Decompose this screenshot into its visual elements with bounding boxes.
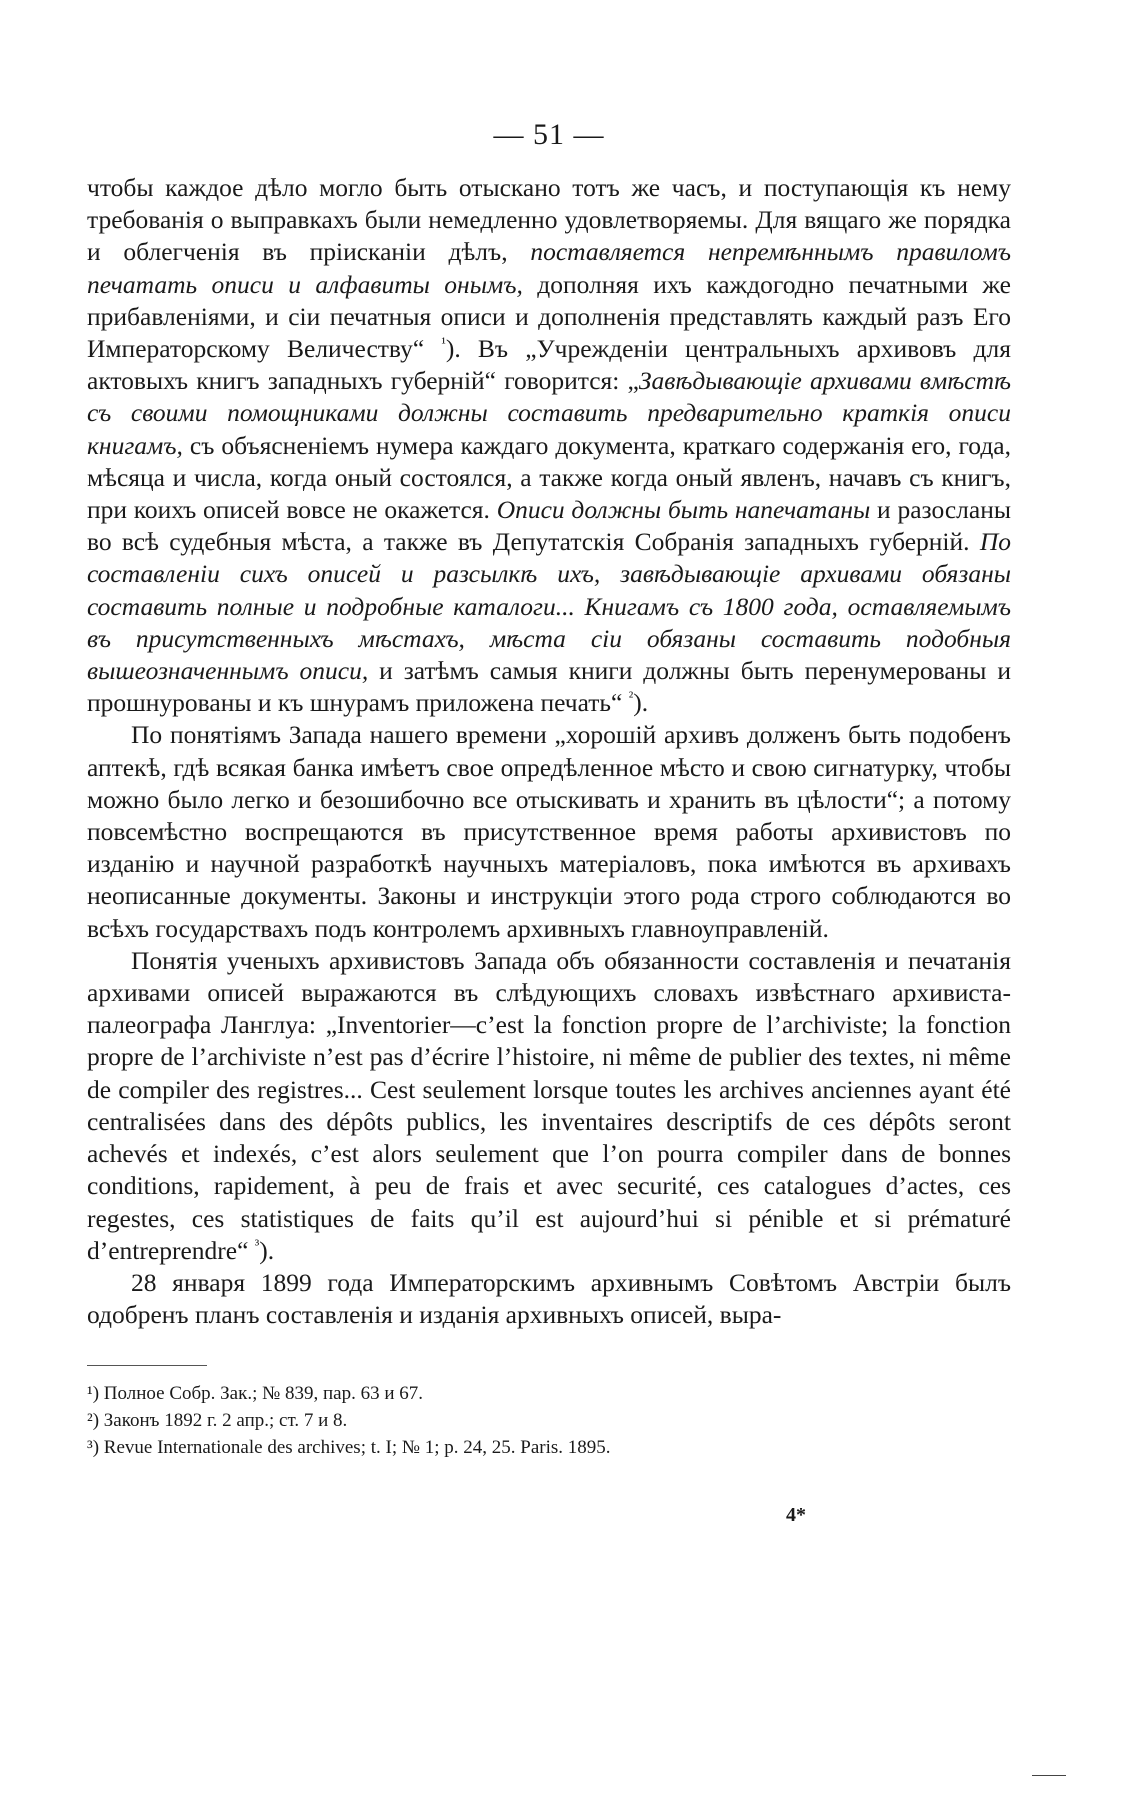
text-run: Понятія ученыхъ архивистовъ Запада объ обязанности составленія и печатанія архивами описей выражаются въ слѣдующихъ словахъ извѣстнаго архивиста-палеографа Ланглуа: „Inventorier—c’est la fonction propre de l’archiviste; la fonction propre de l’archiviste n’est pas d’écrire l’histoire, ni même de publier des textes, ni même de compiler des registres... Cest seulement lorsque toutes les archives anciennes ayant été centralisées dans des dépôts publics, les inventaires descriptifs de ces dépôts seront achevés et indexés, c’est alors seulement que l’on pourra compiler dans de bonnes conditions, rapidement, à peu de frais et avec securité, ces catalogues d’actes, ces regestes, ces statistiques de faits qu’il est aujourd’hui si pénible et si prématuré d’entreprendre“ xyxy=(87,945,1011,1265)
printer-signature-mark: 4* xyxy=(786,1504,806,1526)
text-run: ). xyxy=(259,1235,275,1265)
footnote-mark: ²) xyxy=(87,1410,100,1432)
footnote-mark: ³) xyxy=(87,1437,100,1459)
paragraph-4: 28 января 1899 года Императорскимъ архивнымъ Совѣтомъ Австріи былъ одобренъ планъ составленія и изданія архивныхъ описей, выра- xyxy=(87,1267,1011,1330)
text-run: ). xyxy=(633,688,649,718)
paragraph-3 xyxy=(87,945,1011,1267)
text-run: съ объясненіемъ нумера каждаго документа, краткаго содержанія его, года, мѣсяца и числа, когда оный состоялся, а также когда оный явленъ, начавъ съ книгъ, при коихъ описей вовсе не окажется. xyxy=(87,430,1011,525)
footnote-text: Revue Internationale des archives; t. I; № 1; p. 24, 25. Paris. 1895. xyxy=(103,1437,611,1459)
text-run: чтобы каждое дѣло могло быть отыскано тотъ же часъ, и поступающія къ нему требованія о выправкахъ были немедленно удовлетворяемы. Для вящаго же порядка и облегченія въ пріисканіи дѣлъ, xyxy=(87,173,1011,267)
text-run: ). Въ „Учрежденіи центральныхъ архивовъ для актовыхъ книгъ западныхъ губерній“ говорится: „ xyxy=(87,334,1011,396)
italic-run: Описи должны быть напечатаны xyxy=(496,495,871,525)
page-body xyxy=(87,118,1011,1461)
italic-run: Завѣдывающіе архивами вмѣстѣ съ своими помощниками должны составить предварительно краткія описи книгамъ, xyxy=(87,366,1012,460)
footnote-1 xyxy=(87,1380,1011,1407)
edge-rule xyxy=(1032,1775,1066,1776)
footnote-text: Полное Собр. Зак.; № 839, пар. 63 и 67. xyxy=(103,1383,424,1405)
text-run: дополняя ихъ каждогодно печатными же прибавленіями, и сіи печатныя описи и дополненія представлять каждый разъ Его Императорскому Величеству“ xyxy=(87,269,1012,364)
text-run: и разосланы во всѣ судебныя мѣста, а также въ Депутатскія Собранія западныхъ губерній. xyxy=(87,495,1011,557)
footnote-ref-3: ³ xyxy=(254,1237,260,1254)
footnote-divider xyxy=(87,1365,207,1366)
footnote-3 xyxy=(87,1434,1011,1461)
footnote-mark: ¹) xyxy=(87,1383,100,1405)
footnote-2 xyxy=(87,1407,1011,1434)
footnote-ref-1: ¹ xyxy=(441,335,446,352)
text-run: и затѣмъ самыя книги должны быть перенумерованы и прошнурованы и къ шнурамъ приложена печать“ xyxy=(87,656,1011,718)
italic-run: поставляется непремѣннымъ правиломъ печатать описи и алфавиты онымъ, xyxy=(87,237,1011,299)
footnote-text: Законъ 1892 г. 2 апр.; ст. 7 и 8. xyxy=(103,1410,348,1432)
paragraph-1 xyxy=(87,172,1011,719)
paragraph-2: По понятіямъ Запада нашего времени „хорошій архивъ долженъ быть подобенъ аптекѣ, гдѣ всякая банка имѣетъ свое опредѣленное мѣсто и свою сигнатурку, чтобы можно было легко и безошибочно все отыскивать и хранить въ цѣлости“; а потому повсемѣстно воспрещаются въ присутственное время работы архивистовъ по изданію и научной разработкѣ научныхъ матеріаловъ, пока имѣются въ архивахъ неописанные документы. Законы и инструкціи этого рода строго соблюдаются во всѣхъ государствахъ подъ контролемъ архивныхъ главноуправленій. xyxy=(87,720,1011,943)
footnote-ref-2: ² xyxy=(628,689,634,706)
italic-run: По составленіи сихъ описей и разсылкѣ ихъ, завѣдывающіе архивами обязаны составить полные и подробные каталоги... Книгамъ съ 1800 года, оставляемымъ въ присутственныхъ мѣстахъ, мѣста сіи обязаны составить подобныя вышеозначеннымъ описи, xyxy=(87,527,1011,686)
page-number: — 51 — xyxy=(493,118,605,151)
